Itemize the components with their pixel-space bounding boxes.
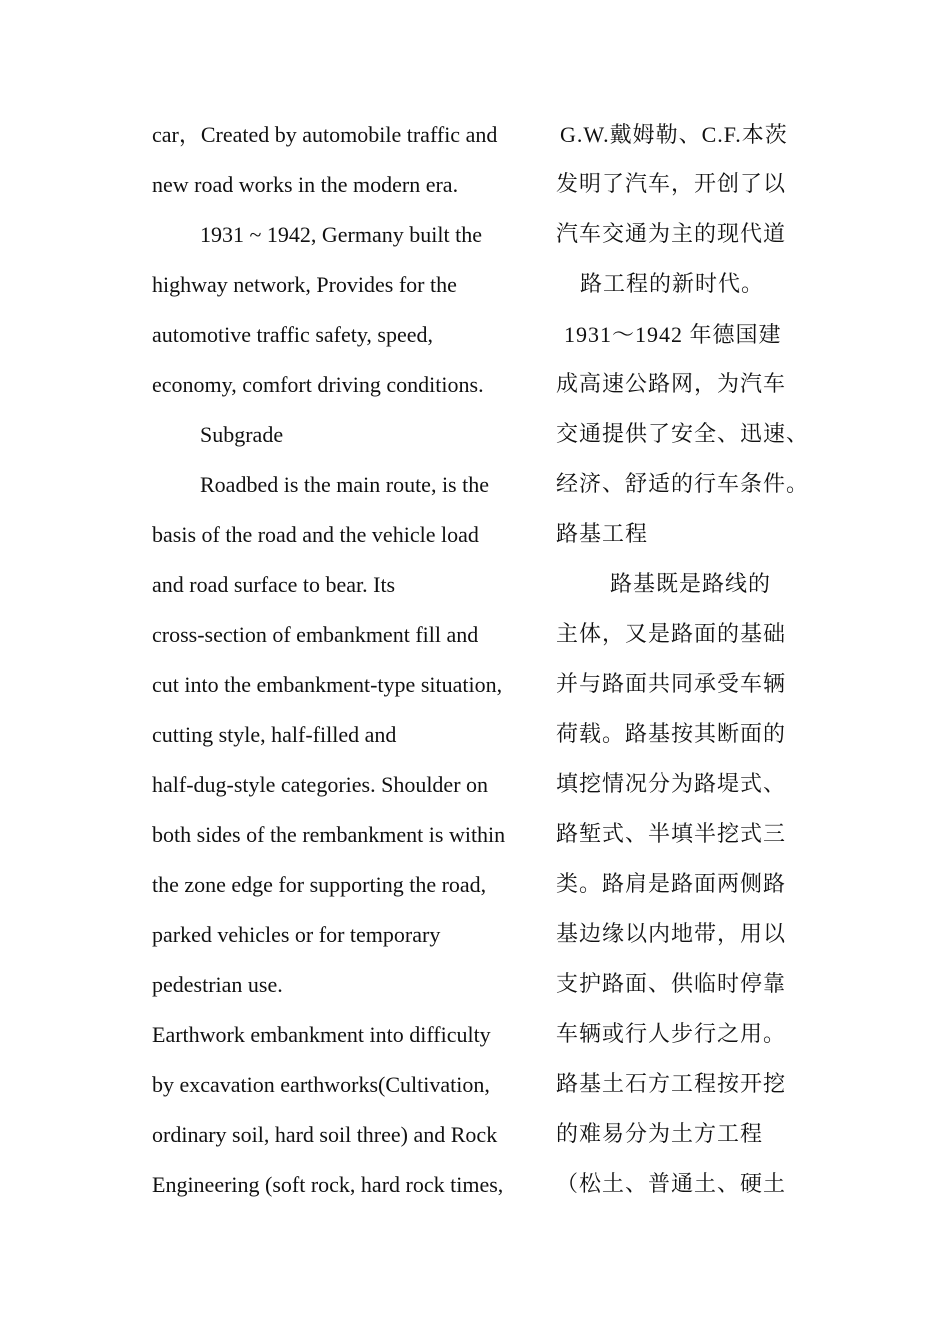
text-line: 成高速公路网，为汽车 [556, 372, 787, 397]
text-line: 1931～1942 年德国建 [564, 322, 782, 347]
text-line: 路堑式、半填半挖式三 [556, 822, 787, 847]
text-line: 发明了汽车，开创了以 [556, 172, 787, 197]
english-text-column [152, 110, 540, 1210]
text-line: pedestrian use. [152, 972, 283, 997]
text-line: 交通提供了安全、迅速、 [556, 422, 810, 447]
text-line: 类。路肩是路面两侧路 [556, 872, 787, 897]
text-line: automotive traffic safety, speed, [152, 322, 434, 347]
text-line: and road surface to bear. Its [152, 572, 396, 597]
text-line: half-dug-style categories. Shoulder on [152, 772, 489, 797]
text-line: 支护路面、供临时停靠 [556, 972, 787, 997]
text-line: new road works in the modern era. [152, 172, 459, 197]
text-line: Earthwork embankment into difficulty [152, 1022, 491, 1047]
text-line: Engineering (soft rock, hard rock times, [152, 1172, 504, 1197]
text-line: 车辆或行人步行之用。 [556, 1022, 787, 1047]
text-line: highway network, Provides for the [152, 272, 457, 297]
text-line: 1931 ~ 1942, Germany built the [200, 222, 482, 247]
text-line: 路基既是路线的 [610, 572, 772, 597]
text-line: 主体，又是路面的基础 [556, 622, 787, 647]
text-line: 经济、舒适的行车条件。 [556, 472, 810, 497]
text-line: 荷载。路基按其断面的 [556, 722, 787, 747]
text-line: （松土、普通土、硬土 [556, 1172, 787, 1197]
text-line: Roadbed is the main route, is the [200, 472, 489, 497]
text-line: 并与路面共同承受车辆 [556, 672, 787, 697]
text-line: economy, comfort driving conditions. [152, 372, 484, 397]
text-line: basis of the road and the vehicle load [152, 522, 479, 547]
text-line: 路工程的新时代。 [580, 272, 765, 297]
text-line: cutting style, half-filled and [152, 722, 397, 747]
text-line: cut into the embankment-type situation, [152, 672, 503, 697]
section-heading: 路基工程 [556, 522, 649, 547]
text-line: cross-section of embankment fill and [152, 622, 479, 647]
text-line: both sides of the rembankment is within [152, 822, 506, 847]
text-line: 填挖情况分为路堤式、 [556, 772, 787, 797]
chinese-text-column [556, 110, 810, 1210]
text-line: 路基土石方工程按开挖 [556, 1072, 787, 1097]
text-line: by excavation earthworks(Cultivation, [152, 1072, 490, 1097]
text-line: 的难易分为土方工程 [556, 1122, 764, 1147]
text-line: G.W.戴姆勒、C.F.本茨 [560, 122, 788, 147]
text-line: car，Created by automobile traffic and [152, 122, 498, 147]
text-line: ordinary soil, hard soil three) and Rock [152, 1122, 498, 1147]
text-line: parked vehicles or for temporary [152, 922, 441, 947]
text-line: the zone edge for supporting the road, [152, 872, 487, 897]
text-line: 汽车交通为主的现代道 [556, 222, 787, 247]
text-line: 基边缘以内地带，用以 [556, 922, 787, 947]
section-heading: Subgrade [200, 422, 284, 447]
